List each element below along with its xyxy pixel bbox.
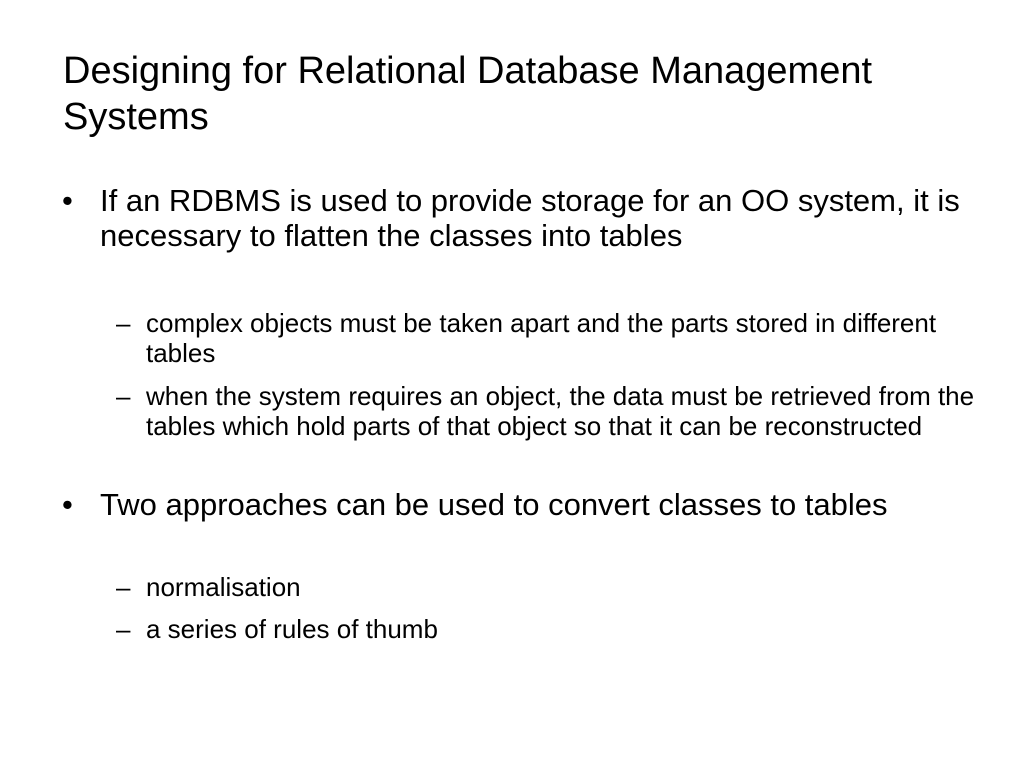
sub-text: when the system requires an object, the data must be retrieved from the tables which hold parts of that object so that it can be reconstructed (146, 381, 975, 441)
bullet-marker: • (62, 487, 73, 522)
sub-bullet (116, 614, 976, 644)
sub-bullet (116, 308, 976, 368)
bullet-text: If an RDBMS is used to provide storage for an OO system, it is necessary to flatten the classes into tables (100, 183, 960, 253)
dash-marker: – (116, 381, 131, 411)
sub-text: complex objects must be taken apart and the parts stored in different tables (146, 308, 937, 368)
sub-text: normalisation (146, 572, 301, 602)
slide-title: Designing for Relational Database Management Systems (63, 50, 873, 138)
dash-marker: – (116, 572, 131, 602)
bullet-1 (62, 183, 970, 253)
bullet-2 (62, 487, 970, 522)
bullet-marker: • (62, 183, 73, 218)
sub-bullet (116, 381, 976, 441)
sub-text: a series of rules of thumb (146, 614, 438, 644)
dash-marker: – (116, 614, 131, 644)
dash-marker: – (116, 308, 131, 338)
bullet-text: Two approaches can be used to convert classes to tables (100, 487, 888, 522)
sub-bullet (116, 572, 976, 602)
